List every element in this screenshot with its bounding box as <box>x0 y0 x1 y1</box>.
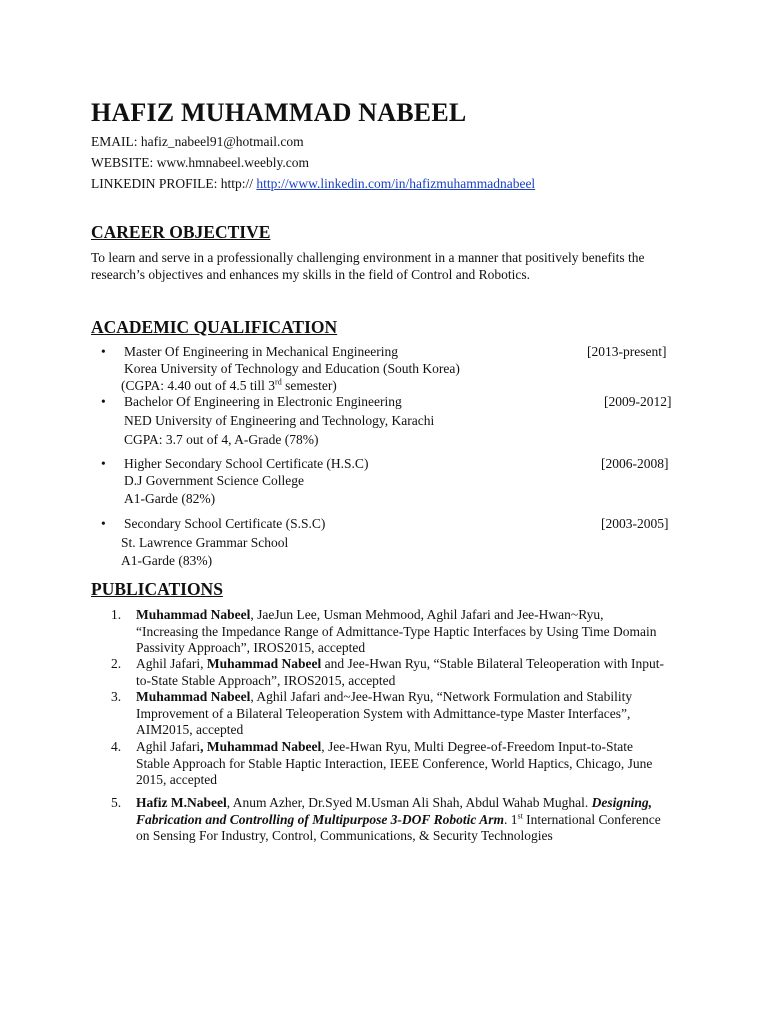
publication-number: 4. <box>111 739 122 754</box>
grade-superscript: rd <box>275 377 282 387</box>
career-objective-text <box>91 249 691 283</box>
degree-title: Higher Secondary School Certificate (H.S.C) <box>124 456 369 471</box>
publication-text <box>136 656 684 689</box>
website-value: www.hmnabeel.weebly.com <box>156 155 309 170</box>
publication-text <box>136 689 684 739</box>
institution: Korea University of Technology and Education (South Korea) <box>124 361 460 376</box>
bullet: • <box>101 344 106 359</box>
publication-line: Passivity Approach”, IROS2015, accepted <box>136 640 366 655</box>
grade-text: semester) <box>281 378 337 393</box>
author-highlight: Muhammad Nabeel <box>136 607 251 622</box>
degree-date: [2013-present] <box>587 344 667 359</box>
publications-heading: PUBLICATIONS <box>91 579 223 599</box>
publication-text <box>136 739 684 789</box>
degree-date: [2009-2012] <box>604 394 672 409</box>
institution: St. Lawrence Grammar School <box>121 535 289 550</box>
publication-line: , JaeJun Lee, Usman Mehmood, Aghil Jafari and Jee-Hwan~Ryu, <box>250 607 604 622</box>
email-label: EMAIL: <box>91 134 138 149</box>
degree-date: [2003-2005] <box>601 516 669 531</box>
degree-title: Secondary School Certificate (S.S.C) <box>124 516 326 531</box>
publication-line: . 1 <box>503 811 518 827</box>
grade: A1-Garde (83%) <box>121 553 213 568</box>
publication-line: on Sensing For Industry, Control, Communications, & Security Technologies <box>136 828 553 843</box>
publication-number: 1. <box>111 607 122 622</box>
candidate-name: HAFIZ MUHAMMAD NABEEL <box>91 98 467 127</box>
publication-line: International Conference <box>522 811 661 827</box>
career-objective-heading: CAREER OBJECTIVE <box>91 222 271 242</box>
publication-number: 5. <box>111 795 122 810</box>
publication-line: to-State Stable Approach”, IROS2015, accepted <box>136 672 396 688</box>
publication-line: AIM2015, accepted <box>136 722 244 737</box>
author-highlight: Muhammad Nabeel <box>136 689 251 704</box>
publication-line: , Anum Azher, Dr.Syed M.Usman Ali Shah, Abdul Wahab Mughal. <box>226 795 592 810</box>
career-objective-line: To learn and serve in a professionally challenging environment in a manner that positively benefits the <box>91 250 645 265</box>
grade: CGPA: 3.7 out of 4, A-Grade (78%) <box>124 432 319 447</box>
publication-line: , Jee-Hwan Ryu, Multi Degree-of-Freedom Input-to-State <box>321 739 633 754</box>
publication-line: Stable Approach for Stable Haptic Interaction, IEEE Conference, World Haptics, Chicago, June <box>136 755 653 771</box>
bullet: • <box>101 394 106 409</box>
publication-line: , Aghil Jafari and~Jee-Hwan Ryu, “Network Formulation and Stability <box>250 689 633 704</box>
linkedin-label: LINKEDIN PROFILE: http:// <box>91 176 253 191</box>
institution: NED University of Engineering and Technology, Karachi <box>124 413 435 428</box>
linkedin-link[interactable]: http://www.linkedin.com/in/hafizmuhammadnabeel <box>256 176 536 191</box>
publication-number: 3. <box>111 689 122 704</box>
ordinal-superscript: st <box>517 811 523 820</box>
publication-line: Improvement of a Bilateral Teleoperation System with Admittance-type Master Interfaces”, <box>136 705 631 721</box>
paper-title: Fabrication and Controlling of Multipurpose 3-DOF Robotic Arm <box>136 811 504 827</box>
linkedin-line <box>91 176 535 192</box>
degree-date: [2006-2008] <box>601 456 669 471</box>
publication-line: Aghil Jafari, <box>136 656 207 671</box>
publication-text <box>136 795 684 845</box>
publication-line: “Increasing the Impedance Range of Admittance-Type Haptic Interfaces by Using Time Domain <box>136 623 657 639</box>
degree-title: Master Of Engineering in Mechanical Engineering <box>124 344 399 359</box>
grade: A1-Garde (82%) <box>124 491 216 506</box>
career-objective-line: research’s objectives and enhances my skills in the field of Control and Robotics. <box>91 267 531 282</box>
publication-number: 2. <box>111 656 122 671</box>
paper-title: Designing, <box>591 795 652 810</box>
institution: D.J Government Science College <box>124 473 304 488</box>
publication-line: 2015, accepted <box>136 772 217 787</box>
academic-qualification-heading: ACADEMIC QUALIFICATION <box>91 317 338 337</box>
publication-text <box>136 607 684 657</box>
grade-text: (CGPA: 4.40 out of 4.5 till 3 <box>121 378 276 393</box>
publication-line: Aghil Jafari <box>136 739 201 754</box>
website-label: WEBSITE: <box>91 155 154 170</box>
degree-title: Bachelor Of Engineering in Electronic Engineering <box>124 394 402 409</box>
grade <box>121 377 337 394</box>
website-line <box>91 155 309 171</box>
author-highlight: Hafiz M.Nabeel <box>136 795 227 810</box>
author-highlight: , Muhammad Nabeel <box>200 739 322 754</box>
email-value: hafiz_nabeel91@hotmail.com <box>140 134 304 149</box>
email-line <box>91 134 304 150</box>
bullet: • <box>101 516 106 531</box>
bullet: • <box>101 456 106 471</box>
author-highlight: Muhammad Nabeel <box>206 656 322 671</box>
publication-line: and Jee-Hwan Ryu, “Stable Bilateral Teleoperation with Input- <box>321 656 665 671</box>
